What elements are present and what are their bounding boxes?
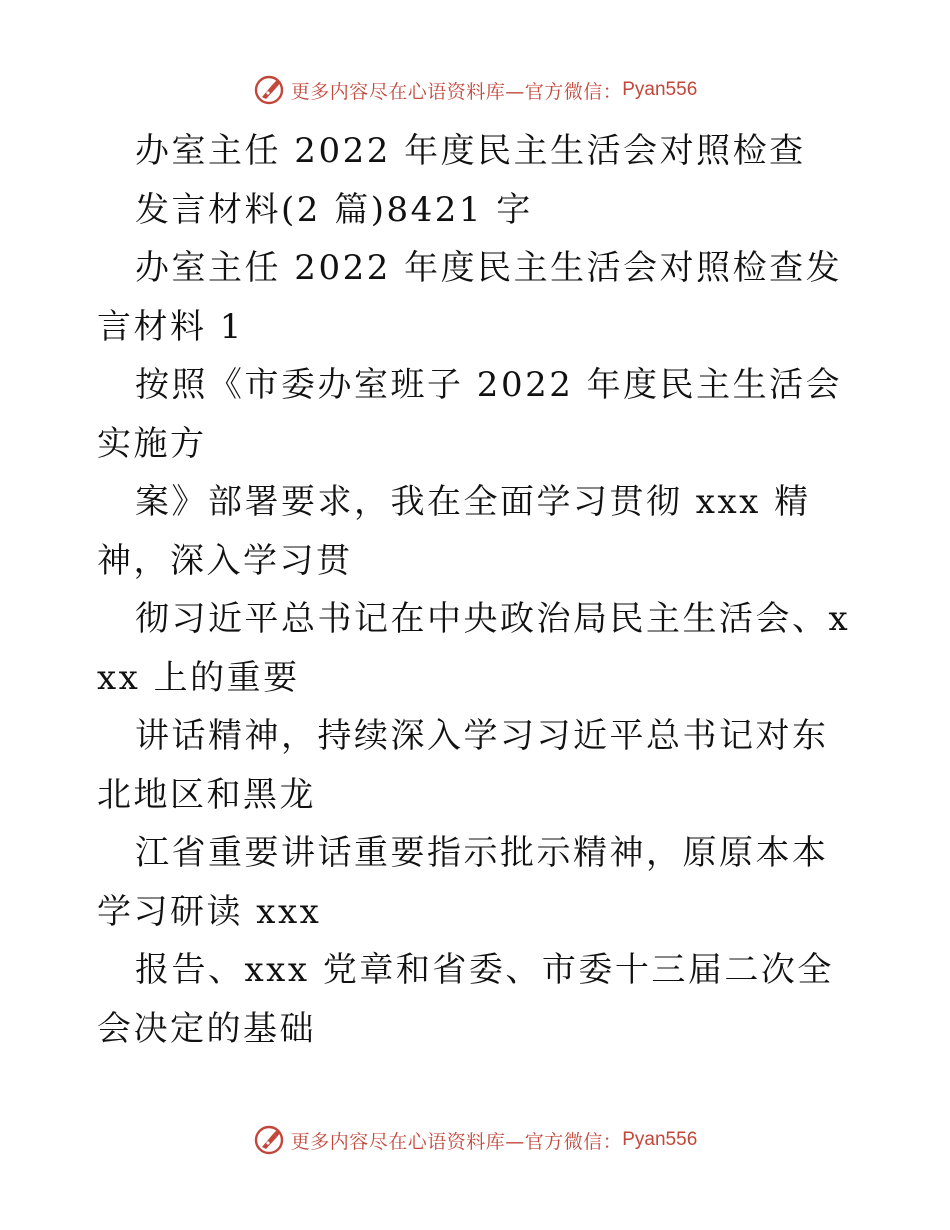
doc-paragraph-line: 彻习近平总书记在中央政治局民主生活会、xxx 上的重要 xyxy=(97,599,851,698)
pen-nib-logo-icon xyxy=(253,74,285,106)
header-banner xyxy=(0,70,950,110)
footer-banner-text: 更多内容尽在心语资料库—官方微信： xyxy=(290,1130,623,1153)
document-body xyxy=(97,122,857,1058)
doc-paragraph-line: 讲话精神，持续深入学习习近平总书记对东北地区和黑龙 xyxy=(97,716,829,815)
footer-banner xyxy=(0,1120,950,1160)
doc-subtitle: 办室主任 2022 年度民主生活会对照检查发言材料 1 xyxy=(97,248,843,347)
header-wechat-id: Pyan556 xyxy=(622,79,698,100)
doc-title-line-1: 办室主任 2022 年度民主生活会对照检查 xyxy=(135,131,806,171)
doc-paragraph-line: 江省重要讲话重要指示批示精神，原原本本学习研读 xxx xyxy=(97,833,829,932)
doc-paragraph-line: 案》部署要求，我在全面学习贯彻 xxx 精神，深入学习贯 xyxy=(97,482,811,581)
doc-paragraph-line: 按照《市委办室班子 2022 年度民主生活会实施方 xyxy=(97,365,843,464)
pen-nib-logo-icon xyxy=(253,1124,285,1156)
footer-wechat-id: Pyan556 xyxy=(622,1129,698,1150)
doc-title-line-2: 发言材料(2 篇)8421 字 xyxy=(135,189,533,230)
header-banner-text: 更多内容尽在心语资料库—官方微信： xyxy=(290,80,623,103)
doc-paragraph-line: 报告、xxx 党章和省委、市委十三届二次全会决定的基础 xyxy=(97,950,834,1049)
